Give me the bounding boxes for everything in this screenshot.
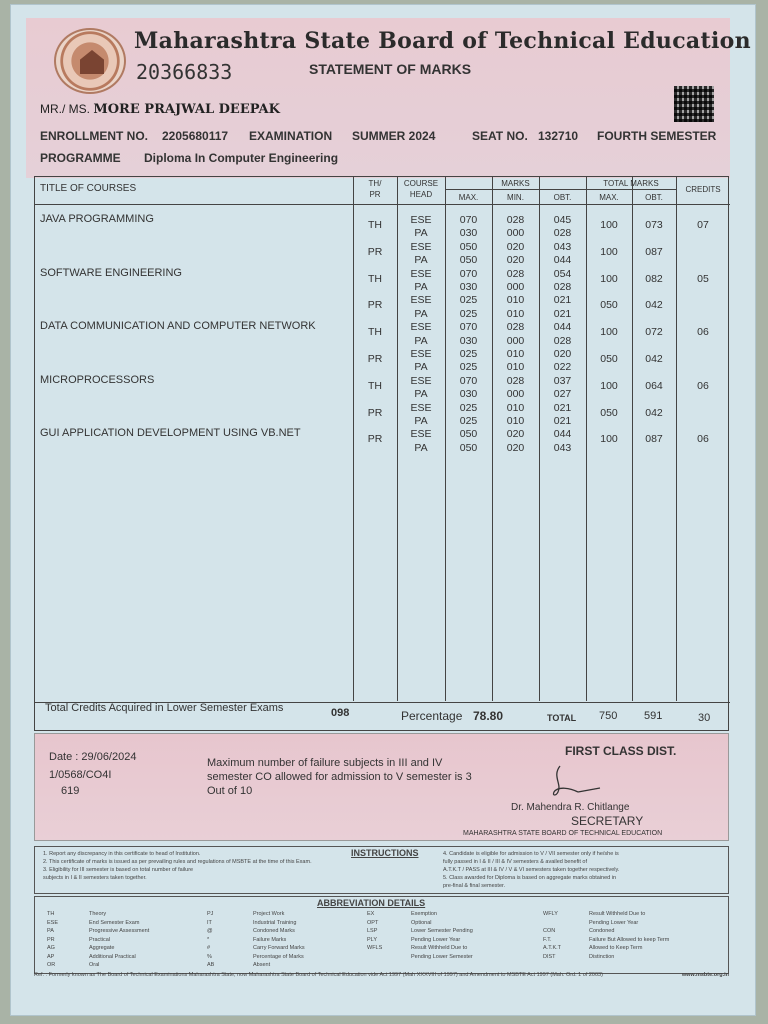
course-title: MICROPROCESSORS	[40, 373, 155, 386]
cell-max: 025	[459, 307, 478, 320]
abbreviation-text: Allowed to Keep Term	[589, 945, 643, 951]
abbreviation-text: End Semester Exam	[89, 919, 140, 926]
course-title: GUI APPLICATION DEVELOPMENT USING VB.NET	[40, 427, 301, 440]
cell-min: 000	[506, 227, 525, 240]
abbreviation-text: IT	[207, 919, 212, 926]
instructions-title: INSTRUCTIONS	[351, 848, 419, 858]
cell-tobt: 087	[645, 433, 663, 446]
seat-label: SEAT NO.	[472, 129, 528, 143]
cell-max: 025	[459, 415, 478, 427]
cell-tobt: 087	[645, 245, 663, 258]
cell-min: 020	[506, 240, 525, 253]
abbreviation-text: WFLY	[543, 911, 558, 917]
cell-min: 020	[506, 428, 525, 441]
abbreviation-text: Result Withheld Due to	[411, 945, 468, 951]
cell-max: 050	[459, 254, 478, 267]
cell-obt: 022	[553, 361, 572, 374]
admission-note: Maximum number of failure subjects in III and IV semester CO allowed for admission to V semester is 3 Out of 10	[207, 757, 472, 797]
instruction-item: fully passed in I & II / III & IV semesters & availed benefit of	[443, 859, 587, 865]
abbreviation-text: Failure Marks	[253, 936, 287, 943]
abbreviation-text: Progressive Assessment	[89, 928, 150, 934]
cell-obt: 020	[553, 348, 572, 360]
abbreviation-text: Pending Lower Year	[589, 919, 639, 926]
abbreviation-text: OR	[47, 962, 56, 968]
qr-code-icon	[674, 86, 714, 122]
abbreviation-text: Condoned	[589, 928, 615, 934]
total-obt: 591	[644, 710, 663, 722]
header-credits: CREDITS	[685, 185, 721, 194]
abbreviation-text: Oral	[89, 962, 100, 968]
examination-session: SUMMER 2024	[352, 129, 436, 143]
cell-head: PA	[414, 254, 428, 267]
abbreviation-text: Industrial Training	[253, 919, 297, 926]
header-marks: MARKS	[501, 179, 530, 188]
cell-max: 070	[459, 374, 478, 387]
abbreviation-text: Percentage of Marks	[253, 953, 304, 960]
abbreviation-text: %	[207, 953, 212, 960]
course-title: DATA COMMUNICATION AND COMPUTER NETWORK	[40, 320, 316, 333]
cell-min: 010	[506, 294, 525, 307]
examination-label: EXAMINATION	[249, 129, 333, 143]
abbreviation-text: @	[207, 928, 213, 934]
cell-max: 050	[459, 428, 478, 441]
abbreviation-text: AP	[47, 953, 55, 960]
cell-tobt: 064	[645, 379, 663, 392]
abbreviation-text: Project Work	[253, 911, 285, 917]
abbreviation-text: Optional	[411, 919, 432, 926]
cell-obt: 045	[553, 214, 572, 226]
abbreviation-text: LSP	[367, 928, 378, 934]
result-panel	[34, 733, 729, 841]
cell-head: PA	[414, 307, 428, 320]
cell-head: PA	[414, 334, 428, 347]
reference-text: Ref. : Formerly known as The Board of Technical Examinations Maharashtra State, now Maharashtra State Board of Technical Education vide Act 1997 (Mah XXXVIII of 1997) and Amendment to MSBTE Act 1997 (Mah. Ord. 1 of 2003)	[34, 972, 603, 978]
course-credits: 07	[697, 219, 709, 231]
abbreviation-text: Theory	[89, 911, 107, 917]
course-credits: 05	[697, 272, 709, 285]
abbreviation-text: OPT	[367, 919, 379, 926]
course-credits: 06	[697, 433, 709, 446]
abbreviation-text: A.T.K.T	[543, 945, 562, 951]
abbreviation-text: Pending Lower Year	[411, 936, 461, 943]
cell-max: 050	[459, 240, 478, 253]
cell-min: 010	[506, 307, 525, 320]
header-head: HEAD	[409, 190, 433, 199]
lower-credits-label: Total Credits Acquired in Lower Semester Exams	[45, 702, 284, 714]
cell-head: ESE	[410, 348, 432, 360]
cell-head: ESE	[410, 374, 432, 387]
header-min: MIN.	[507, 193, 524, 202]
abbreviation-text: AB	[207, 962, 215, 968]
cell-max: 030	[459, 281, 478, 293]
cell-tmax: 100	[600, 219, 618, 231]
cell-max: 025	[459, 361, 478, 374]
cell-head: PA	[414, 441, 428, 454]
cell-obt: 037	[553, 374, 572, 387]
total-label: TOTAL	[547, 713, 577, 723]
course-credits: 06	[697, 379, 709, 392]
cell-obt: 043	[553, 441, 572, 454]
abbreviation-text: Pending Lower Semester	[411, 953, 473, 960]
cell-min: 000	[506, 334, 525, 347]
student-name-row	[40, 102, 280, 117]
cell-thpr: PR	[367, 245, 383, 258]
issue-date: Date : 29/06/2024	[49, 751, 137, 763]
cell-thpr: PR	[367, 353, 383, 365]
seat-number: 132710	[538, 129, 579, 143]
abbreviation-text: Absent	[253, 962, 271, 968]
abbreviation-text: *	[207, 936, 210, 943]
course-credits: 06	[697, 326, 709, 339]
abbreviation-text: PJ	[207, 911, 214, 917]
enrollment-number: 2205680117	[162, 129, 229, 143]
cell-tmax: 100	[600, 326, 618, 339]
cell-tobt: 073	[645, 219, 663, 231]
cell-thpr: PR	[367, 433, 383, 446]
cell-max: 070	[459, 267, 478, 280]
abbreviation-text: F.T.	[543, 936, 552, 943]
abbreviation-text: Carry Forward Marks	[253, 945, 305, 951]
cell-thpr: PR	[367, 406, 383, 419]
cell-head: ESE	[410, 267, 432, 280]
cell-obt: 028	[553, 227, 572, 240]
percentage-value: 78.80	[473, 709, 504, 723]
cell-min: 028	[506, 214, 525, 226]
abbreviation-text: EX	[367, 911, 375, 917]
signatory-name: Dr. Mahendra R. Chitlange	[511, 802, 630, 813]
reference-note	[34, 972, 729, 979]
cell-obt: 044	[553, 321, 572, 334]
cell-head: ESE	[410, 294, 432, 307]
cell-thpr: TH	[368, 272, 382, 285]
programme-label: PROGRAMME	[40, 151, 121, 165]
signature-icon	[548, 762, 608, 802]
header-th: TH/	[368, 179, 382, 188]
header-total-obt: OBT.	[645, 193, 663, 202]
instruction-item: 3. Eligibility for III semester is based on total number of failure	[43, 867, 194, 873]
cell-obt: 021	[553, 401, 572, 414]
lower-credits-value: 098	[331, 707, 350, 719]
abbreviation-text: PA	[47, 928, 54, 934]
instruction-item: subjects in I & II semesters taken together.	[43, 875, 147, 881]
cell-tmax: 050	[600, 406, 618, 419]
cell-obt: 054	[553, 267, 572, 280]
instructions-box	[34, 846, 729, 894]
cell-head: PA	[414, 227, 428, 240]
abbreviation-text: Lower Semester Pending	[411, 928, 473, 934]
cell-head: ESE	[410, 214, 432, 226]
cell-max: 030	[459, 227, 478, 240]
cell-head: ESE	[410, 240, 432, 253]
cell-obt: 028	[553, 281, 572, 293]
abbreviation-text: AG	[47, 945, 55, 951]
cell-obt: 021	[553, 307, 572, 320]
cell-tobt: 072	[645, 326, 663, 339]
cell-max: 030	[459, 334, 478, 347]
cell-obt: 021	[553, 294, 572, 307]
course-title: JAVA PROGRAMMING	[40, 213, 154, 225]
header-total-marks: TOTAL MARKS	[603, 179, 659, 188]
name-label: MR./ MS.	[40, 102, 90, 116]
cell-min: 020	[506, 441, 525, 454]
instruction-item: pre-final & final semester.	[443, 883, 506, 889]
programme-name: Diploma In Computer Engineering	[144, 151, 339, 165]
cell-head: ESE	[410, 321, 432, 334]
instruction-item: 5. Class awarded for Diploma is based on aggregate marks obtained in	[443, 875, 617, 881]
abbreviation-text: TH	[47, 911, 55, 917]
cell-head: PA	[414, 361, 428, 374]
percentage-label: Percentage	[401, 709, 463, 723]
instruction-item: A.T.K.T / PASS at III & IV / V & VI semesters taken together respectively.	[443, 867, 620, 873]
cell-tmax: 100	[600, 272, 618, 285]
cell-obt: 043	[553, 240, 572, 253]
cell-tmax: 100	[600, 379, 618, 392]
cell-head: ESE	[410, 401, 432, 414]
abbreviation-text: Distinction	[589, 953, 615, 960]
reference-number: 619	[61, 785, 80, 797]
board-seal-icon	[54, 28, 126, 94]
cell-tmax: 100	[600, 245, 618, 258]
marks-table	[34, 176, 729, 731]
header-obt: OBT.	[553, 193, 572, 202]
abbreviations-title: ABBREVIATION DETAILS	[317, 898, 426, 908]
abbreviation-text: Exemption	[411, 911, 437, 917]
abbreviation-text: Practical	[89, 936, 111, 943]
cell-min: 010	[506, 401, 525, 414]
cell-head: ESE	[410, 428, 432, 441]
instruction-item: 1. Report any discrepancy in this certificate to head of Institution.	[43, 851, 201, 857]
student-name: MORE PRAJWAL DEEPAK	[93, 102, 280, 117]
header-title-of-courses: TITLE OF COURSES	[40, 183, 137, 194]
cell-max: 030	[459, 388, 478, 401]
instruction-item: 4. Candidate is eligible for admission to V / VII semester only if he/she is	[443, 851, 619, 857]
abbreviation-text: CON	[543, 928, 556, 934]
cell-max: 070	[459, 321, 478, 334]
cell-thpr: TH	[368, 326, 382, 339]
programme-row	[40, 151, 338, 165]
website: www.msbte.org.in	[681, 972, 729, 978]
cell-head: PA	[414, 388, 428, 401]
cell-thpr: TH	[368, 219, 382, 231]
cell-tobt: 082	[645, 272, 663, 285]
cell-obt: 021	[553, 415, 572, 427]
instruction-item: 2. This certificate of marks is issued as per prevailing rules and regulations of MSBTE at the time of this Exam.	[43, 859, 312, 865]
abbreviation-text: PR	[47, 936, 55, 943]
course-title: SOFTWARE ENGINEERING	[40, 266, 182, 279]
enrollment-label: ENROLLMENT NO.	[40, 129, 148, 143]
cell-obt: 028	[553, 334, 572, 347]
cell-tobt: 042	[645, 353, 663, 365]
board-title: Maharashtra State Board of Technical Education	[134, 28, 751, 54]
cell-min: 010	[506, 348, 525, 360]
header-max: MAX.	[458, 193, 479, 202]
cell-min: 000	[506, 281, 525, 293]
cell-max: 025	[459, 294, 478, 307]
cell-tobt: 042	[645, 406, 663, 419]
cell-min: 020	[506, 254, 525, 267]
certificate-number: 20366833	[136, 60, 233, 84]
cell-obt: 027	[553, 388, 572, 401]
cell-min: 010	[506, 415, 525, 427]
cell-max: 025	[459, 348, 478, 360]
cell-min: 028	[506, 321, 525, 334]
header-total-max: MAX.	[599, 193, 619, 202]
abbreviation-text: Condoned Marks	[253, 928, 295, 934]
cell-thpr: TH	[368, 379, 382, 392]
cell-tmax: 100	[600, 433, 618, 446]
abbreviation-text: DIST	[543, 953, 556, 960]
cell-obt: 044	[553, 254, 572, 267]
statement-title: STATEMENT OF MARKS	[309, 61, 472, 77]
cell-tobt: 042	[645, 299, 663, 312]
semester: FOURTH SEMESTER	[597, 129, 717, 143]
abbreviation-text: Result Withheld Due to	[589, 911, 646, 917]
cell-min: 028	[506, 267, 525, 280]
abbreviation-text: WFLS	[367, 945, 383, 951]
result-class: FIRST CLASS DIST.	[565, 744, 677, 758]
cell-head: PA	[414, 281, 428, 293]
cell-tmax: 050	[600, 299, 618, 312]
cell-max: 050	[459, 441, 478, 454]
abbreviation-text: PLY	[367, 936, 377, 943]
cell-min: 028	[506, 374, 525, 387]
cell-min: 010	[506, 361, 525, 374]
signatory-designation: SECRETARY	[571, 814, 644, 828]
header-course: COURSE	[403, 179, 439, 188]
total-max: 750	[599, 710, 618, 722]
header-pr: PR	[369, 190, 381, 199]
abbreviation-text: Failure But Allowed to keep Term	[589, 936, 670, 943]
cell-head: PA	[414, 415, 428, 427]
reference-code: 1/0568/CO4I	[49, 769, 112, 781]
cell-obt: 044	[553, 428, 572, 441]
cell-max: 070	[459, 214, 478, 226]
cell-max: 025	[459, 401, 478, 414]
cell-thpr: PR	[367, 299, 383, 312]
abbreviation-text: Additional Practical	[89, 953, 136, 960]
cell-min: 000	[506, 388, 525, 401]
abbreviation-text: ESE	[47, 919, 59, 926]
total-credits: 30	[698, 712, 711, 724]
cell-tmax: 050	[600, 353, 618, 365]
abbreviation-text: #	[207, 945, 211, 951]
abbreviations-box	[34, 896, 729, 974]
signatory-board: MAHARASHTRA STATE BOARD OF TECHNICAL EDUCATION	[463, 830, 663, 837]
abbreviation-text: Aggregate	[89, 945, 115, 951]
